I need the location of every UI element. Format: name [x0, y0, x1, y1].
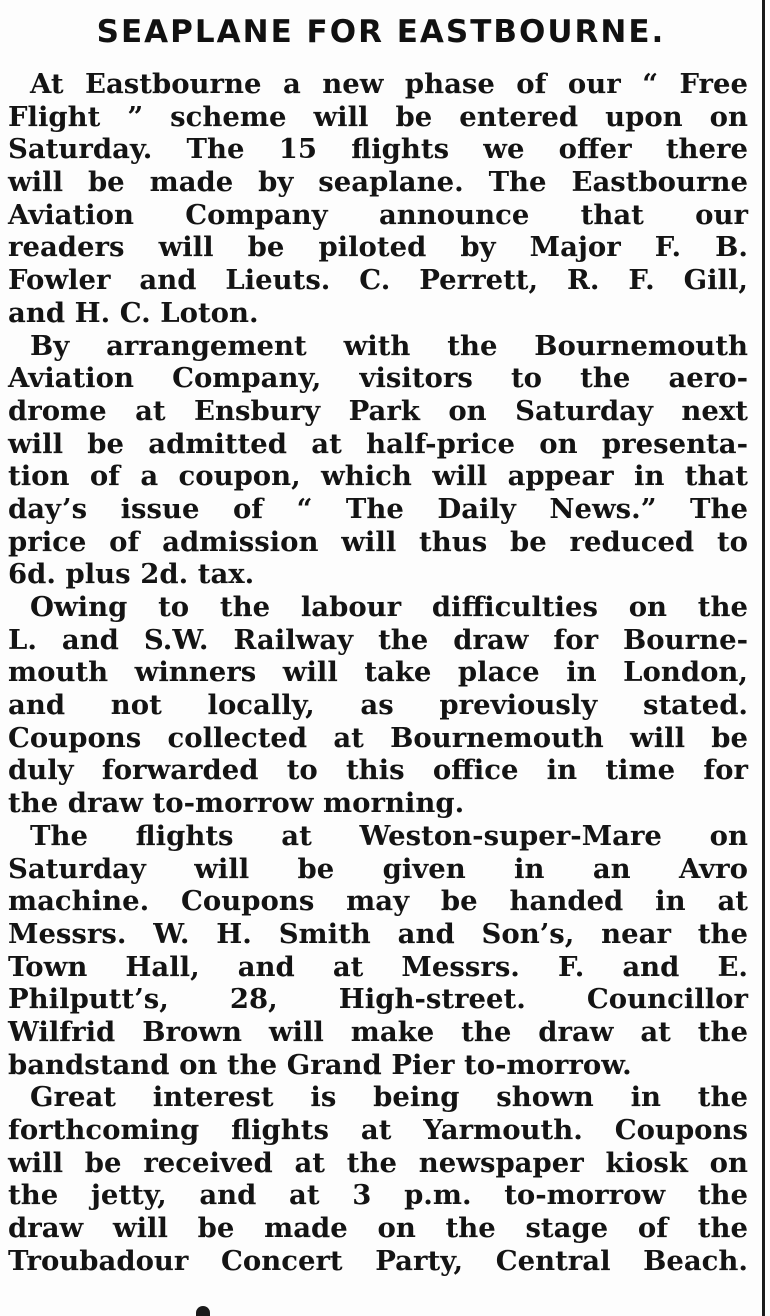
text-line: the draw to-morrow morning.: [8, 787, 465, 820]
article-body: [8, 68, 748, 1277]
text-line: price of admission will thus be reduced to: [8, 525, 748, 558]
paragraph-yarmouth: [8, 1081, 748, 1277]
text-line: and not locally, as previously stated.: [8, 689, 748, 722]
text-line: L. and S.W. Railway the draw for Bourne-: [8, 623, 748, 656]
text-line: The flights at Weston-super-Mare on: [30, 819, 748, 852]
text-line: Aviation Company announce that our: [8, 198, 748, 231]
text-line: At Eastbourne a new phase of our “ Free: [30, 68, 748, 100]
text-line: tion of a coupon, which will appear in that: [8, 460, 748, 493]
column-rule: [762, 0, 765, 1316]
text-line: Town Hall, and at Messrs. F. and E.: [8, 950, 748, 983]
text-line: Fowler and Lieuts. C. Perrett, R. F. Gill,: [8, 264, 748, 297]
text-line: and H. C. Loton.: [8, 296, 259, 329]
text-line: Owing to the labour difficulties on the: [30, 591, 748, 623]
paragraph-eastbourne: [8, 68, 748, 330]
headline: SEAPLANE FOR EASTBOURNE.: [96, 14, 666, 50]
text-line: draw will be made on the stage of the: [8, 1212, 748, 1245]
text-line: drome at Ensbury Park on Saturday next: [8, 394, 748, 427]
paragraph-bournemouth-aviation: [8, 330, 748, 592]
text-line: Saturday will be given in an Avro: [8, 852, 748, 885]
text-line: machine. Coupons may be handed in at: [8, 885, 748, 918]
text-line: 6d. plus 2d. tax.: [8, 558, 255, 591]
text-line: the jetty, and at 3 p.m. to-morrow the: [8, 1179, 748, 1212]
text-line: duly forwarded to this office in time for: [8, 754, 748, 787]
text-line: Messrs. W. H. Smith and Son’s, near the: [8, 917, 748, 950]
text-line: day’s issue of “ The Daily News.” The: [8, 492, 748, 525]
text-line: By arrangement with the Bournemouth: [30, 329, 748, 362]
text-line: readers will be piloted by Major F. B.: [8, 231, 748, 264]
text-line: will be admitted at half-price on presenta-: [8, 427, 748, 460]
text-line: will be received at the newspaper kiosk on: [8, 1146, 748, 1179]
text-line: Flight ” scheme will be entered upon on: [8, 100, 748, 133]
text-line: Saturday. The 15 flights we offer there: [8, 133, 748, 166]
text-line: Troubadour Concert Party, Central Beach.: [8, 1244, 748, 1277]
text-line: Great interest is being shown in the: [30, 1081, 748, 1114]
text-line: Wilfrid Brown will make the draw at the: [8, 1015, 748, 1048]
paragraph-railway-difficulties: [8, 591, 748, 820]
text-line: Philputt’s, 28, High-street. Councillor: [8, 983, 748, 1016]
text-line: bandstand on the Grand Pier to-morrow.: [8, 1048, 632, 1081]
text-line: will be made by seaplane. The Eastbourne: [8, 166, 748, 199]
text-line: forthcoming flights at Yarmouth. Coupons: [8, 1114, 748, 1146]
text-line: mouth winners will take place in London,: [8, 656, 748, 689]
cut-off-letter-fragment: [196, 1306, 210, 1316]
text-line: Coupons collected at Bournemouth will be: [8, 721, 748, 754]
text-line: Aviation Company, visitors to the aero-: [8, 362, 748, 395]
paragraph-weston-super-mare: [8, 820, 748, 1082]
